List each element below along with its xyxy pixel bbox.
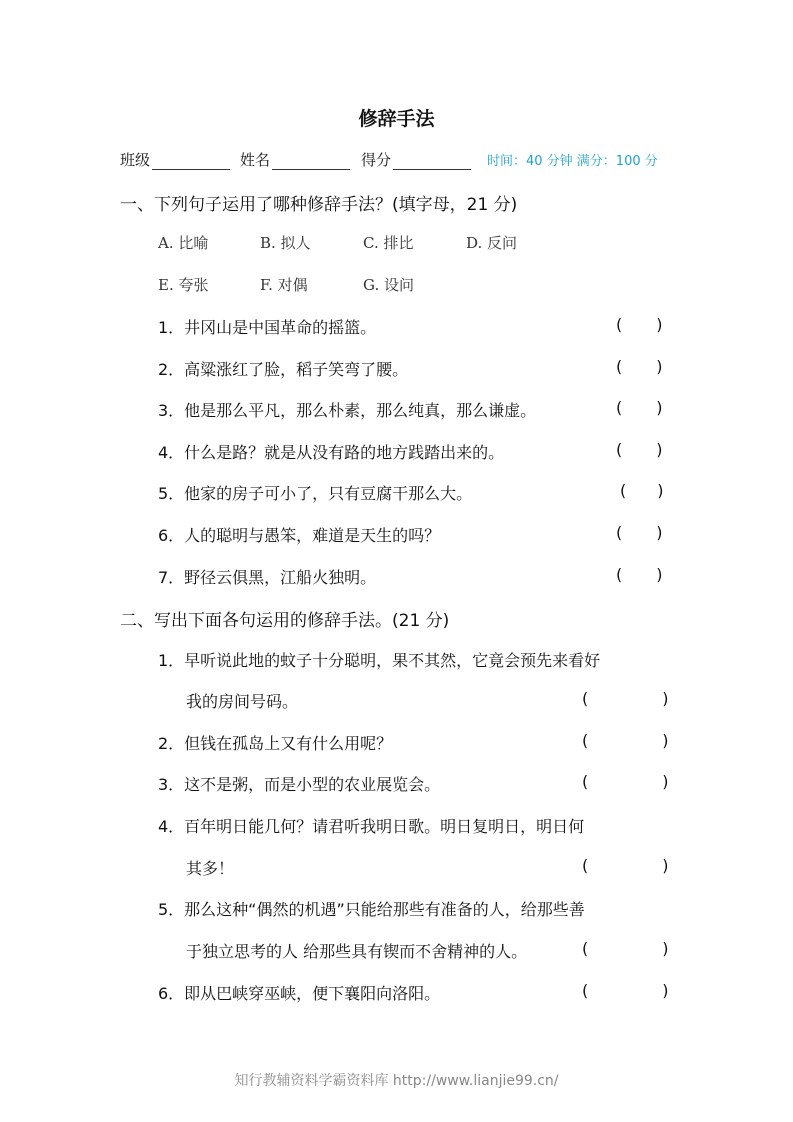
s2-question-6: 6．即从巴峡穿巫峡，便下襄阳向洛阳。 <box>158 984 441 1003</box>
option-a: A. 比喻 <box>158 234 209 252</box>
s1-question-7: 7．野径云俱黑，江船火独明。 <box>158 568 377 587</box>
s2-question-4-line2: 其多！ <box>186 859 235 878</box>
s2-answer-5[interactable]: ( ) <box>582 939 669 958</box>
option-e: E. 夸张 <box>158 276 209 294</box>
class-label: 班级 <box>120 151 151 169</box>
name-label: 姓名 <box>240 151 271 169</box>
s1-answer-2[interactable]: ( ) <box>616 357 663 376</box>
s2-question-1-line1: 1．早听说此地的蚊子十分聪明，果不其然，它竟会预先来看好 <box>158 651 601 670</box>
class-field <box>120 149 230 170</box>
option-d: D. 反问 <box>466 234 518 252</box>
page-title: 修辞手法 <box>358 108 435 130</box>
s1-answer-1[interactable]: ( ) <box>616 315 663 334</box>
s1-answer-6[interactable]: ( ) <box>616 523 663 542</box>
s2-answer-3[interactable]: ( ) <box>582 772 669 791</box>
score-blank[interactable] <box>393 155 471 170</box>
time-info: 时间：40 分钟 满分：100 分 <box>487 154 658 169</box>
option-f: F. 对偶 <box>260 276 308 294</box>
s2-question-5-line2: 于独立思考的人 给那些具有锲而不舍精神的人。 <box>186 942 528 961</box>
footer-watermark: 知行教辅资料学霸资料库 http://www.lianjie99.cn/ <box>234 1073 559 1089</box>
s2-question-2: 2．但钱在孤岛上又有什么用呢？ <box>158 734 393 753</box>
name-field <box>240 149 350 170</box>
class-blank[interactable] <box>152 155 230 170</box>
option-b: B. 拟人 <box>260 234 311 252</box>
s1-question-5: 5．他家的房子可小了，只有豆腐干那么大。 <box>158 484 473 503</box>
name-blank[interactable] <box>272 155 350 170</box>
section2-heading: 二、写出下面各句运用的修辞手法。(21 分) <box>120 611 450 631</box>
s2-question-4-line1: 4．百年明日能几何？请君听我明日歌。明日复明日，明日何 <box>158 817 585 836</box>
score-field <box>361 149 471 170</box>
s1-answer-4[interactable]: ( ) <box>616 440 663 459</box>
s1-question-1: 1．井冈山是中国革命的摇篮。 <box>158 318 377 337</box>
s1-answer-3[interactable]: ( ) <box>616 398 663 417</box>
s2-answer-4[interactable]: ( ) <box>582 856 669 875</box>
score-label: 得分 <box>361 151 392 169</box>
s1-answer-7[interactable]: ( ) <box>616 565 663 584</box>
section1-heading: 一、下列句子运用了哪种修辞手法？(填字母，21 分) <box>120 195 518 215</box>
s2-answer-6[interactable]: ( ) <box>582 981 669 1000</box>
s1-question-6: 6．人的聪明与愚笨，难道是天生的吗？ <box>158 526 441 545</box>
s1-answer-5[interactable]: ( ) <box>620 481 664 500</box>
s2-answer-1[interactable]: ( ) <box>582 689 669 708</box>
s1-question-4: 4．什么是路？就是从没有路的地方践踏出来的。 <box>158 443 505 462</box>
s2-question-3: 3．这不是粥，而是小型的农业展览会。 <box>158 775 441 794</box>
option-c: C. 排比 <box>363 234 414 252</box>
s2-answer-2[interactable]: ( ) <box>582 731 669 750</box>
s2-question-5-line1: 5．那么这种“偶然的机遇”只能给那些有准备的人，给那些善 <box>158 900 585 919</box>
s1-question-2: 2．高粱涨红了脸，稻子笑弯了腰。 <box>158 360 409 379</box>
s1-question-3: 3．他是那么平凡，那么朴素，那么纯真，那么谦虚。 <box>158 401 537 420</box>
option-g: G. 设问 <box>363 276 414 294</box>
s2-question-1-line2: 我的房间号码。 <box>186 692 299 711</box>
